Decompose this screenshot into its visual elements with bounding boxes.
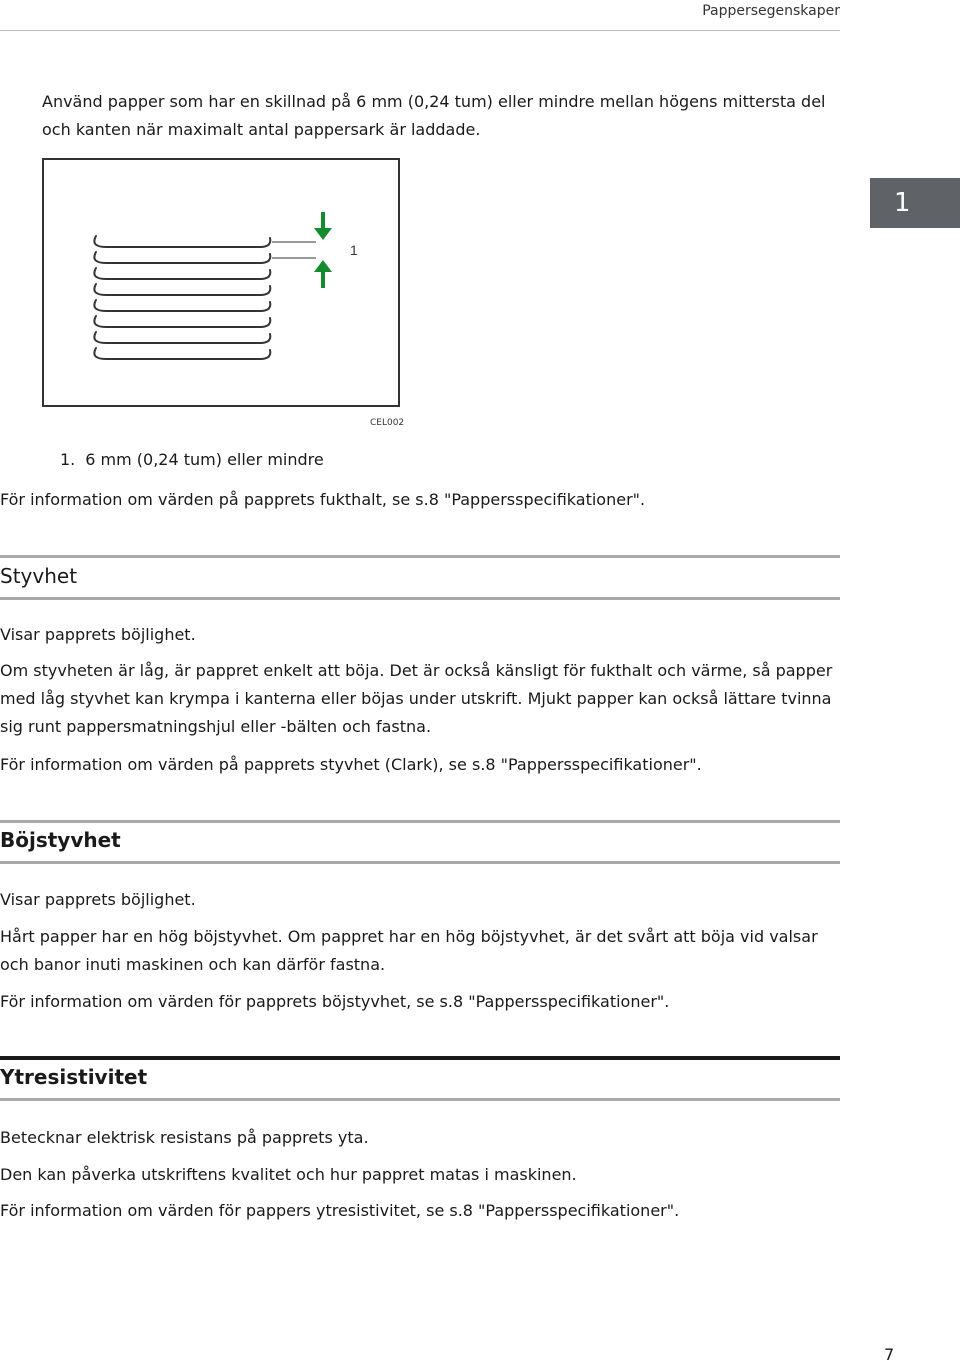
caption-text: 6 mm (0,24 tum) eller mindre [85, 450, 324, 469]
paper-sheet [94, 236, 270, 247]
running-header-title: Pappersegenskaper [702, 3, 840, 19]
bojstyvhet-p2-line1: Hårt papper har en hög böjstyvhet. Om pappret har en hög böjstyvhet, är det svårt att böja vid valsar [0, 927, 818, 946]
chapter-tab: 1 [870, 178, 960, 228]
paper-sheet [94, 268, 270, 279]
paper-sheet [94, 316, 270, 327]
section-rule-styvhet [0, 555, 840, 558]
styvhet-p3: För information om värden på papprets styvhet (Clark), se s.8 "Pappersspecifikationer". [0, 755, 702, 774]
header-rule [0, 30, 840, 31]
styvhet-p2-line2: med låg styvhet kan krympa i kanterna eller böjas under utskrift. Mjukt papper kan också lättare tvinna [0, 689, 832, 708]
ytresistivitet-p2: Den kan påverka utskriftens kvalitet och hur pappret matas i maskinen. [0, 1165, 577, 1184]
section-title-bojstyvhet: Böjstyvhet [0, 828, 121, 852]
section-rule-ytresistivitet [0, 1056, 840, 1060]
styvhet-p1: Visar papprets böjlighet. [0, 625, 196, 644]
callout-number: 1 [350, 242, 358, 258]
section-underline-ytresistivitet [0, 1098, 840, 1101]
intro-line-1: Använd papper som har en skillnad på 6 mm (0,24 tum) eller mindre mellan högens mittersta del [42, 92, 826, 111]
section-title-ytresistivitet: Ytresistivitet [0, 1065, 148, 1089]
paper-sheet [94, 252, 270, 263]
up-arrow-icon [314, 260, 332, 288]
ytresistivitet-p1: Betecknar elektrisk resistans på papprets yta. [0, 1128, 369, 1147]
paper-stack-figure [42, 158, 400, 407]
section-title-styvhet: Styvhet [0, 564, 78, 588]
paper-sheet [94, 300, 270, 311]
gap-arrows [314, 212, 332, 288]
section-underline-bojstyvhet [0, 861, 840, 864]
styvhet-p2-line3: sig runt pappersmatningshjul eller -bälten och fastna. [0, 717, 432, 736]
paper-sheet [94, 284, 270, 295]
bojstyvhet-p2-line2: och banor inuti maskinen och kan därför fastna. [0, 955, 386, 974]
paper-sheet [94, 332, 270, 343]
bojstyvhet-p1: Visar papprets böjlighet. [0, 890, 196, 909]
ytresistivitet-p3: För information om värden för pappers ytresistivitet, se s.8 "Pappersspecifikationer". [0, 1201, 680, 1220]
bojstyvhet-p3: För information om värden för papprets böjstyvhet, se s.8 "Pappersspecifikationer". [0, 992, 670, 1011]
figure-code: CEL002 [370, 418, 405, 428]
caption-number: 1. [60, 450, 76, 469]
page-number: 7 [884, 1345, 895, 1364]
section-underline-styvhet [0, 597, 840, 600]
paper-sheet [94, 348, 270, 359]
section-rule-bojstyvhet [0, 820, 840, 823]
paper-sheets [94, 236, 270, 359]
intro-line-2: och kanten när maximalt antal pappersark är laddade. [42, 120, 481, 139]
figure-caption [60, 450, 324, 469]
styvhet-p2-line1: Om styvheten är låg, är pappret enkelt att böja. Det är också känsligt för fukthalt och värme, så papper [0, 661, 833, 680]
moisture-reference: För information om värden på papprets fukthalt, se s.8 "Pappersspecifikationer". [0, 490, 646, 509]
paper-stack-illustration [44, 160, 402, 409]
down-arrow-icon [314, 212, 332, 240]
